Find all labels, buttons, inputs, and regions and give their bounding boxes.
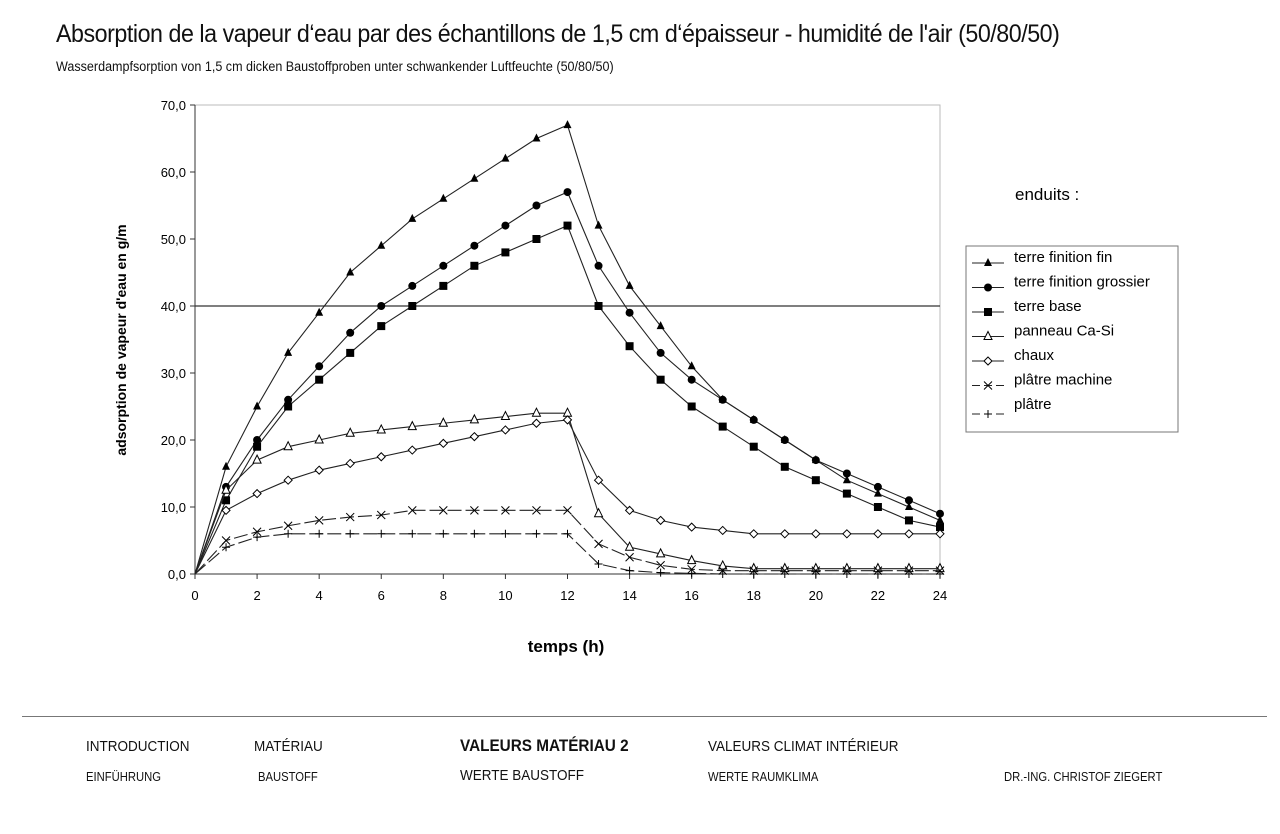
y-tick-label: 10,0	[160, 500, 186, 515]
x-axis-label: temps (h)	[527, 637, 605, 656]
data-point	[781, 436, 789, 444]
data-point	[781, 463, 789, 471]
data-point	[688, 376, 696, 384]
legend-label: terre finition fin	[1014, 249, 1113, 266]
legend-title: enduits :	[1015, 185, 1080, 204]
author: DR.-ING. CHRISTOF ZIEGERT	[1004, 770, 1163, 784]
series-line-2	[195, 226, 940, 574]
data-point	[781, 530, 789, 538]
nav-einfuehrung[interactable]: EINFÜHRUNG	[86, 770, 162, 784]
legend-label: terre base	[1014, 298, 1082, 315]
data-point	[595, 221, 603, 229]
data-point	[750, 443, 758, 451]
data-point	[626, 553, 634, 561]
data-point	[470, 433, 478, 441]
data-point	[905, 530, 913, 538]
data-point	[532, 530, 540, 538]
nav-valeurs-materiau-2[interactable]: VALEURS MATÉRIAU 2	[460, 736, 629, 755]
data-point	[377, 302, 385, 310]
data-point	[626, 281, 634, 289]
data-point	[750, 530, 758, 538]
data-point	[595, 509, 603, 517]
data-point	[750, 416, 758, 424]
data-point	[501, 426, 509, 434]
x-tick-label: 4	[315, 588, 323, 603]
data-point	[408, 302, 416, 310]
data-point	[346, 428, 354, 436]
data-point	[874, 483, 882, 491]
data-point	[626, 309, 634, 317]
data-point	[377, 241, 385, 249]
plot-area	[195, 105, 940, 574]
x-tick-label: 24	[932, 588, 948, 603]
nav-werte-baustoff[interactable]: WERTE BAUSTOFF	[460, 767, 585, 784]
data-point	[408, 214, 416, 222]
data-point	[501, 222, 509, 230]
series-line-1	[195, 192, 940, 574]
data-point	[470, 262, 478, 270]
data-point	[408, 422, 416, 430]
data-point	[346, 459, 354, 467]
data-point	[626, 342, 634, 350]
data-point	[346, 349, 354, 357]
data-point	[532, 202, 540, 210]
data-point	[812, 456, 820, 464]
x-tick-label: 0	[191, 588, 199, 603]
x-tick-label: 2	[253, 588, 261, 603]
data-point	[936, 510, 944, 518]
data-point	[532, 419, 540, 427]
data-point	[843, 530, 851, 538]
data-point	[657, 376, 665, 384]
x-tick-label: 16	[684, 588, 699, 603]
data-point	[688, 403, 696, 411]
y-tick-label: 50,0	[160, 232, 186, 247]
data-point	[346, 530, 354, 538]
data-point	[253, 490, 261, 498]
nav-introduction[interactable]: INTRODUCTION	[86, 738, 190, 755]
data-point	[564, 222, 572, 230]
data-point	[315, 466, 323, 474]
data-point	[501, 154, 509, 162]
data-point	[501, 248, 509, 256]
data-point	[688, 569, 696, 577]
x-tick-label: 18	[746, 588, 761, 603]
nav-materiau[interactable]: MATÉRIAU	[254, 738, 323, 755]
nav-baustoff[interactable]: BAUSTOFF	[258, 770, 318, 784]
y-tick-label: 60,0	[160, 165, 186, 180]
data-point	[595, 302, 603, 310]
data-point	[564, 408, 572, 416]
data-point	[439, 418, 447, 426]
data-point	[812, 476, 820, 484]
x-tick-label: 12	[560, 588, 575, 603]
legend-label: panneau Ca-Si	[1014, 322, 1115, 340]
legend-label: terre finition grossier	[1014, 273, 1150, 291]
series-line-3	[195, 413, 940, 574]
legend-marker	[984, 284, 992, 292]
data-point	[812, 530, 820, 538]
data-point	[719, 396, 727, 404]
footer-divider	[22, 716, 1267, 717]
data-point	[719, 423, 727, 431]
data-point	[595, 540, 603, 548]
data-point	[346, 268, 354, 276]
data-point	[470, 242, 478, 250]
data-point	[439, 439, 447, 447]
data-point	[532, 235, 540, 243]
data-point	[470, 174, 478, 182]
data-point	[408, 530, 416, 538]
data-point	[408, 446, 416, 454]
y-axis-label: adsorption de vapeur d'eau en g/m	[113, 224, 129, 456]
data-point	[501, 412, 509, 420]
data-point	[377, 530, 385, 538]
nav-valeurs-climat[interactable]: VALEURS CLIMAT INTÉRIEUR	[708, 738, 899, 755]
data-point	[905, 516, 913, 524]
data-point	[315, 376, 323, 384]
nav-werte-raumklima[interactable]: WERTE RAUMKLIMA	[708, 770, 819, 784]
data-point	[346, 329, 354, 337]
data-point	[657, 349, 665, 357]
data-point	[874, 503, 882, 511]
chart-title: Absorption de la vapeur d‘eau par des échantillons de 1,5 cm d‘épaisseur - humidité de l'air (50/80/50)	[56, 20, 1060, 48]
x-tick-label: 22	[870, 588, 886, 603]
data-point	[595, 262, 603, 270]
data-point	[470, 415, 478, 423]
data-point	[626, 567, 634, 575]
data-point	[439, 262, 447, 270]
data-point	[439, 282, 447, 290]
data-point	[688, 523, 696, 531]
legend-label: plâtre machine	[1014, 371, 1113, 389]
data-point	[284, 530, 292, 538]
data-point	[843, 470, 851, 478]
x-tick-label: 20	[808, 588, 824, 603]
y-tick-label: 70,0	[160, 98, 186, 113]
data-point	[439, 194, 447, 202]
series-line-5	[195, 510, 940, 574]
legend-label: plâtre	[1014, 396, 1052, 413]
data-point	[874, 530, 882, 538]
y-tick-label: 20,0	[160, 433, 186, 448]
data-point	[377, 453, 385, 461]
y-tick-label: 30,0	[160, 366, 186, 381]
data-point	[657, 569, 665, 577]
data-point	[315, 362, 323, 370]
data-point	[439, 530, 447, 538]
data-point	[564, 188, 572, 196]
x-tick-label: 10	[498, 588, 513, 603]
x-tick-label: 14	[622, 588, 637, 603]
data-point	[253, 443, 261, 451]
data-point	[315, 530, 323, 538]
y-tick-label: 0,0	[167, 567, 186, 582]
data-point	[905, 496, 913, 504]
chart-subtitle: Wasserdampfsorption von 1,5 cm dicken Baustoffproben unter schwankender Luftfeuchte (50/80/50)	[56, 59, 614, 74]
data-point	[222, 462, 230, 470]
data-point	[564, 120, 572, 128]
data-point	[532, 408, 540, 416]
data-point	[719, 526, 727, 534]
x-tick-label: 8	[439, 588, 447, 603]
data-point	[657, 516, 665, 524]
data-point	[377, 425, 385, 433]
legend-label: chaux	[1014, 347, 1055, 364]
x-tick-label: 6	[377, 588, 385, 603]
data-point	[284, 476, 292, 484]
data-point	[470, 530, 478, 538]
data-point	[501, 530, 509, 538]
data-point	[408, 282, 416, 290]
data-point	[284, 403, 292, 411]
data-point	[377, 322, 385, 330]
legend-marker	[984, 308, 992, 316]
y-tick-label: 40,0	[160, 299, 186, 314]
series-line-6	[195, 534, 940, 574]
data-point	[843, 490, 851, 498]
